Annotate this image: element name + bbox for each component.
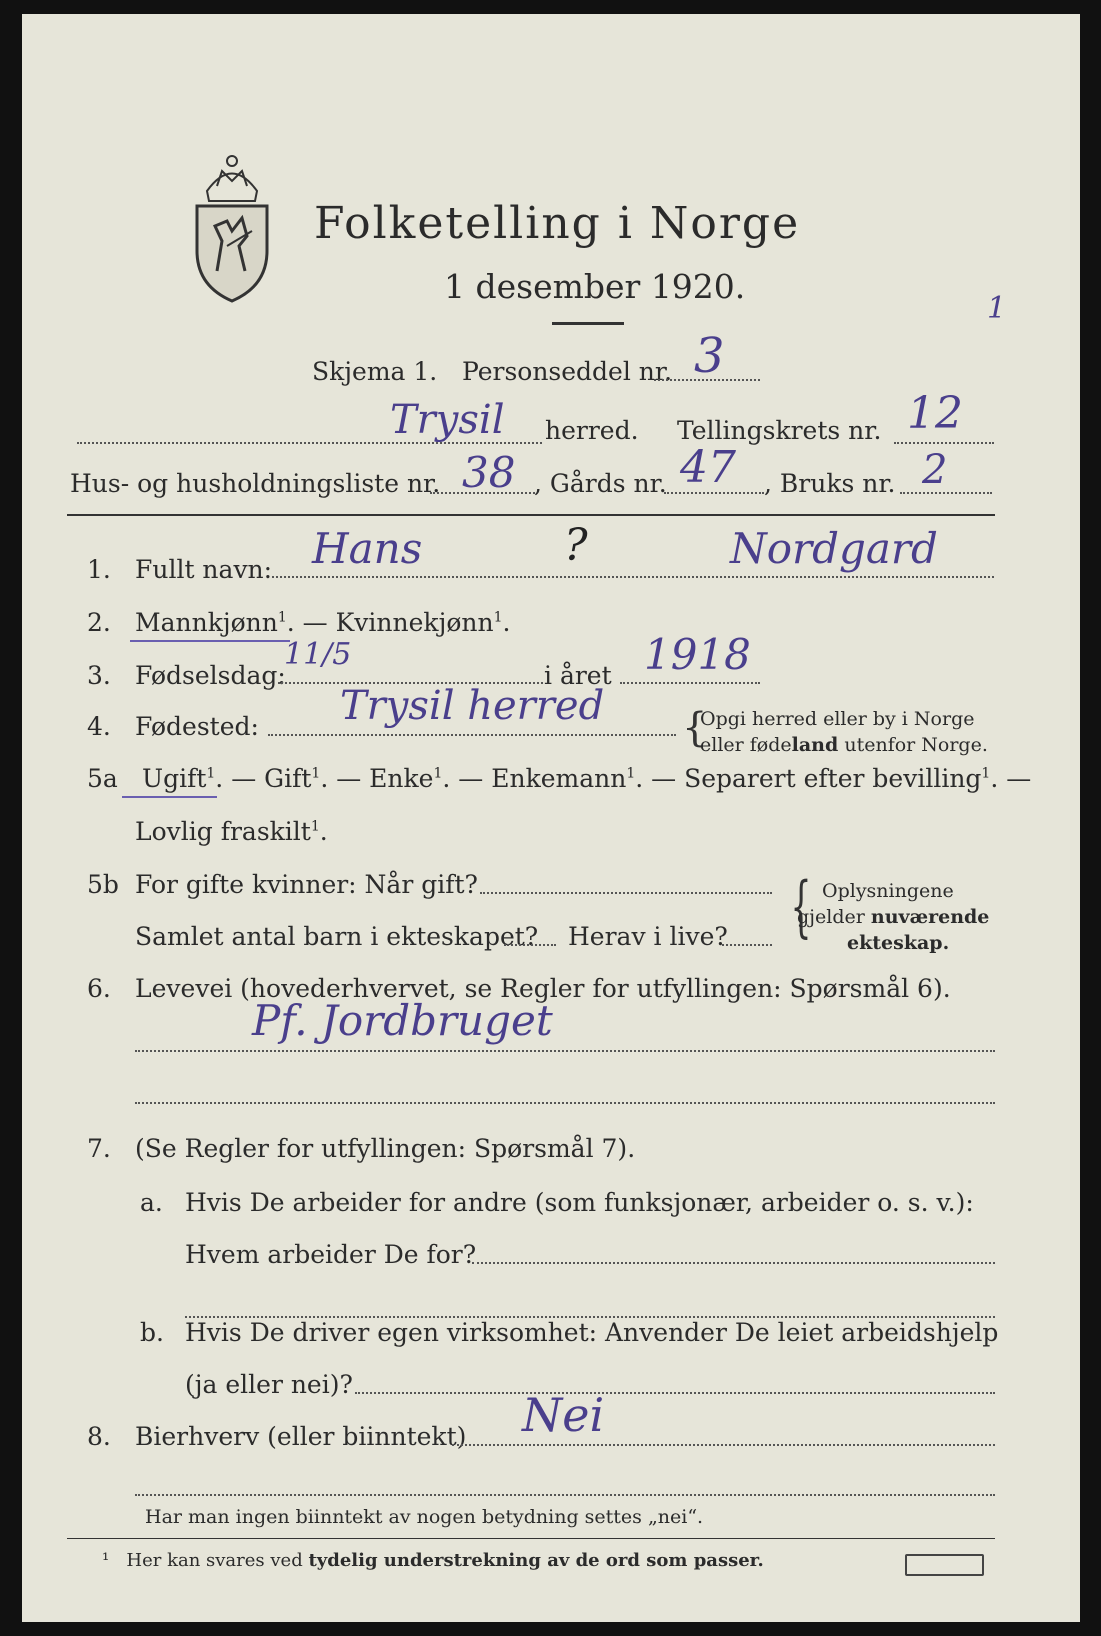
q5b-note1: Oplysningene xyxy=(822,880,954,902)
q7b-line2: (ja eller nei)? xyxy=(185,1370,353,1399)
q7-number: 7. xyxy=(87,1134,111,1163)
q5a-options: Ugift$^1$. — Gift$^1$. — Enke$^1$. — Enkemann$^1$. — Separert efter bevilling$^1$. — xyxy=(142,764,1032,793)
title-divider xyxy=(552,322,624,325)
q1-last-name: Nordgard xyxy=(730,524,938,573)
q8-line2 xyxy=(135,1494,995,1496)
q5b-line2a: Samlet antal barn i ekteskapet? xyxy=(135,922,539,951)
q7a-line2-dots xyxy=(472,1262,995,1264)
q5b-number: 5b xyxy=(87,870,119,899)
q4-value: Trysil herred xyxy=(340,683,605,729)
q3-value: 11/5 xyxy=(284,637,352,672)
q6-line2 xyxy=(135,1102,995,1104)
q2-underline-mark xyxy=(130,640,290,642)
personseddel-value: 3 xyxy=(694,328,725,384)
q1-label: Fullt navn: xyxy=(135,555,273,584)
q2-male: Mannkjønn xyxy=(135,608,278,637)
q3-year-label: i året xyxy=(544,661,612,690)
q4-line xyxy=(268,734,676,736)
q4-note-line1: Opgi herred eller by i Norge xyxy=(700,708,975,730)
q5b-line2a-dots xyxy=(504,944,556,946)
q2-female: Kvinnekjønn xyxy=(335,608,494,637)
q5b-line2b: Herav i live? xyxy=(568,922,728,951)
husliste-value: 38 xyxy=(462,448,516,497)
bruks-value: 2 xyxy=(922,447,948,493)
gards-label: , Gårds nr. xyxy=(534,469,667,498)
q8-number: 8. xyxy=(87,1422,111,1451)
q5b-note3: ekteskap. xyxy=(847,932,950,954)
q4-number: 4. xyxy=(87,712,111,741)
q3-label: Fødselsdag: xyxy=(135,661,286,690)
q5b-line1-dots xyxy=(480,892,772,894)
herred-label: herred. xyxy=(545,416,639,445)
q8-value: Nei xyxy=(522,1388,605,1442)
census-form xyxy=(22,14,1080,1622)
footnote: ¹ Her kan svares ved tydelig understrekning av de ord som passer. xyxy=(102,1550,764,1571)
personseddel-label: Personseddel nr. xyxy=(462,357,673,386)
q5b-note-brace: { xyxy=(790,868,812,945)
q6-value: Pf. Jordbruget xyxy=(252,996,553,1045)
gards-value: 47 xyxy=(680,442,736,493)
q3-year-line xyxy=(620,682,760,684)
q7b-line2-dots xyxy=(355,1392,995,1394)
tellingskrets-value: 12 xyxy=(907,388,963,439)
q5b-line1: For gifte kvinner: Når gift? xyxy=(135,870,478,899)
corner-mark: 1 xyxy=(987,291,1007,326)
tellingskrets-label: Tellingskrets nr. xyxy=(677,416,882,445)
bruks-label: , Bruks nr. xyxy=(764,469,896,498)
q4-note-line2: eller fødeland utenfor Norge. xyxy=(700,734,988,756)
printer-stamp xyxy=(905,1554,984,1576)
q7a-line2: Hvem arbeider De for? xyxy=(185,1240,477,1269)
q8-line xyxy=(452,1444,995,1446)
husliste-label: Hus- og husholdningsliste nr. xyxy=(70,469,441,498)
q1-line xyxy=(272,576,994,578)
q7b-number: b. xyxy=(140,1318,164,1347)
q4-label: Fødested: xyxy=(135,712,259,741)
form-title: Folketelling i Norge xyxy=(314,198,801,249)
schema-label: Skjema 1. xyxy=(312,357,438,386)
q5b-note2: gjelder nuværende xyxy=(797,906,990,928)
q2-number: 2. xyxy=(87,608,111,637)
q6-number: 6. xyxy=(87,974,111,1003)
form-date: 1 desember 1920. xyxy=(444,267,746,306)
q5a-line2: Lovlig fraskilt$^1$. xyxy=(135,817,328,846)
q8-label: Bierhverv (eller biinntekt) xyxy=(135,1422,467,1451)
q1-middle-name: ? xyxy=(564,520,588,571)
q3-year-value: 1918 xyxy=(644,630,751,679)
footnote-divider xyxy=(67,1538,995,1539)
q2-text: Mannkjønn$^1$. — Kvinnekjønn$^1$. xyxy=(135,608,511,637)
q7a-line1: Hvis De arbeider for andre (som funksjonær, arbeider o. s. v.): xyxy=(185,1188,974,1217)
q6-line1 xyxy=(135,1050,995,1052)
q3-number: 3. xyxy=(87,661,111,690)
q5a-number: 5a xyxy=(87,764,118,793)
q5b-line2b-dots xyxy=(722,944,772,946)
q7a-number: a. xyxy=(140,1188,163,1217)
herred-value: Trysil xyxy=(390,397,505,443)
q4-note-brace: { xyxy=(682,705,708,751)
header-divider xyxy=(67,514,995,516)
tellingskrets-line xyxy=(894,442,994,444)
q7-label: (Se Regler for utfyllingen: Spørsmål 7). xyxy=(135,1134,636,1163)
q1-number: 1. xyxy=(87,555,111,584)
q1-first-name: Hans xyxy=(312,524,423,573)
q6-label: Levevei (hovederhvervet, se Regler for utfyllingen: Spørsmål 6). xyxy=(135,974,951,1003)
q7b-line1: Hvis De driver egen virksomhet: Anvender De leiet arbeidshjelp xyxy=(185,1318,999,1347)
nei-note: Har man ingen biinntekt av nogen betydning settes „nei“. xyxy=(145,1506,704,1528)
coat-of-arms-icon xyxy=(187,146,277,304)
q5a-underline-mark xyxy=(122,796,217,798)
